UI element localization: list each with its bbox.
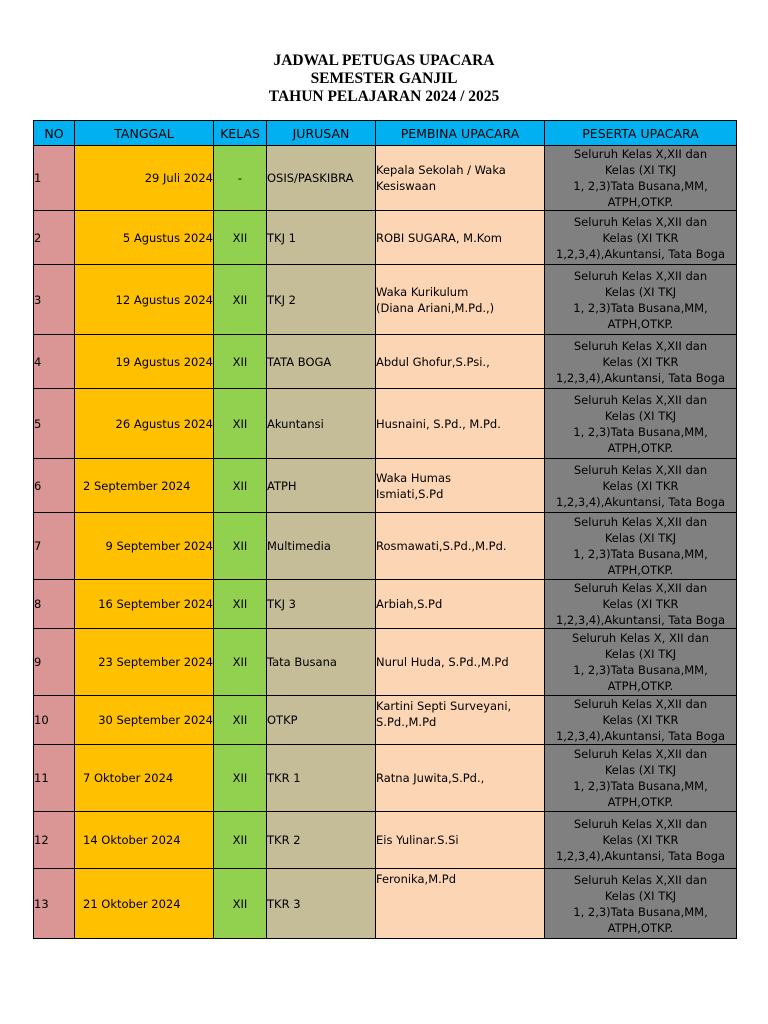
document-title	[0, 52, 768, 106]
row-tanggal: 12 Agustus 2024	[75, 265, 214, 335]
row-peserta: Seluruh Kelas X,XII dan Kelas (XI TKR 1,2,3,4),Akuntansi, Tata Boga	[545, 812, 737, 869]
row-pembina: Waka Kurikulum (Diana Ariani,M.Pd.,)	[376, 265, 545, 335]
row-no: 1	[34, 146, 75, 211]
table-header-row	[34, 121, 737, 146]
row-kelas: XII	[214, 580, 267, 629]
header-no: NO	[34, 121, 75, 146]
row-no: 4	[34, 335, 75, 389]
header-tanggal: TANGGAL	[75, 121, 214, 146]
row-peserta: Seluruh Kelas X,XII dan Kelas (XI TKR 1,2,3,4),Akuntansi, Tata Boga	[545, 696, 737, 745]
row-kelas: XII	[214, 513, 267, 580]
row-tanggal: 26 Agustus 2024	[75, 389, 214, 459]
table-row	[34, 580, 737, 629]
table-row	[34, 459, 737, 513]
row-peserta: Seluruh Kelas X,XII dan Kelas (XI TKJ 1, 2,3)Tata Busana,MM, ATPH,OTKP.	[545, 869, 737, 939]
row-peserta: Seluruh Kelas X,XII dan Kelas (XI TKR 1,2,3,4),Akuntansi, Tata Boga	[545, 211, 737, 265]
row-tanggal: 23 September 2024	[75, 629, 214, 696]
header-pembina: PEMBINA UPACARA	[376, 121, 545, 146]
row-peserta: Seluruh Kelas X,XII dan Kelas (XI TKJ 1, 2,3)Tata Busana,MM, ATPH,OTKP.	[545, 265, 737, 335]
title-line-2: SEMESTER GANJIL	[310, 70, 458, 87]
table-row	[34, 211, 737, 265]
row-no: 9	[34, 629, 75, 696]
header-kelas: KELAS	[214, 121, 267, 146]
schedule-table	[33, 120, 737, 939]
row-no: 7	[34, 513, 75, 580]
row-tanggal: 21 Oktober 2024	[75, 869, 214, 939]
table-row	[34, 812, 737, 869]
row-jurusan: OTKP	[267, 696, 376, 745]
row-kelas: -	[214, 146, 267, 211]
row-no: 5	[34, 389, 75, 459]
row-jurusan: Tata Busana	[267, 629, 376, 696]
table-row	[34, 513, 737, 580]
row-kelas: XII	[214, 459, 267, 513]
row-pembina: Kepala Sekolah / Waka Kesiswaan	[376, 146, 545, 211]
row-jurusan: TKR 3	[267, 869, 376, 939]
row-pembina: Rosmawati,S.Pd.,M.Pd.	[376, 513, 545, 580]
row-jurusan: TKJ 1	[267, 211, 376, 265]
row-pembina: Nurul Huda, S.Pd.,M.Pd	[376, 629, 545, 696]
row-kelas: XII	[214, 629, 267, 696]
row-tanggal: 16 September 2024	[75, 580, 214, 629]
row-jurusan: Akuntansi	[267, 389, 376, 459]
title-line-3: TAHUN PELAJARAN 2024 / 2025	[268, 88, 500, 105]
row-jurusan: TKJ 3	[267, 580, 376, 629]
row-jurusan: TKJ 2	[267, 265, 376, 335]
row-tanggal: 5 Agustus 2024	[75, 211, 214, 265]
header-peserta: PESERTA UPACARA	[545, 121, 737, 146]
table-row	[34, 265, 737, 335]
row-kelas: XII	[214, 389, 267, 459]
table-row	[34, 869, 737, 939]
table-row	[34, 696, 737, 745]
row-peserta: Seluruh Kelas X,XII dan Kelas (XI TKJ 1, 2,3)Tata Busana,MM, ATPH,OTKP.	[545, 389, 737, 459]
row-jurusan: Multimedia	[267, 513, 376, 580]
row-no: 10	[34, 696, 75, 745]
row-kelas: XII	[214, 812, 267, 869]
title-line-1: JADWAL PETUGAS UPACARA	[273, 52, 495, 69]
row-pembina: Waka Humas Ismiati,S.Pd	[376, 459, 545, 513]
row-no: 11	[34, 745, 75, 812]
row-tanggal: 19 Agustus 2024	[75, 335, 214, 389]
row-pembina: Abdul Ghofur,S.Psi.,	[376, 335, 545, 389]
row-kelas: XII	[214, 211, 267, 265]
row-peserta: Seluruh Kelas X,XII dan Kelas (XI TKJ 1, 2,3)Tata Busana,MM, ATPH,OTKP.	[545, 513, 737, 580]
row-pembina: Eis Yulinar.S.Si	[376, 812, 545, 869]
table-row	[34, 146, 737, 211]
row-tanggal: 9 September 2024	[75, 513, 214, 580]
row-pembina: Feronika,M.Pd	[376, 869, 545, 939]
row-tanggal: 2 September 2024	[75, 459, 214, 513]
row-jurusan: OSIS/PASKIBRA	[267, 146, 376, 211]
row-pembina: Husnaini, S.Pd., M.Pd.	[376, 389, 545, 459]
row-peserta: Seluruh Kelas X,XII dan Kelas (XI TKR 1,2,3,4),Akuntansi, Tata Boga	[545, 459, 737, 513]
row-peserta: Seluruh Kelas X,XII dan Kelas (XI TKJ 1, 2,3)Tata Busana,MM, ATPH,OTKP.	[545, 146, 737, 211]
row-jurusan: TKR 1	[267, 745, 376, 812]
row-tanggal: 30 September 2024	[75, 696, 214, 745]
row-tanggal: 7 Oktober 2024	[75, 745, 214, 812]
row-peserta: Seluruh Kelas X,XII dan Kelas (XI TKR 1,2,3,4),Akuntansi, Tata Boga	[545, 335, 737, 389]
row-kelas: XII	[214, 265, 267, 335]
table-row	[34, 335, 737, 389]
row-peserta: Seluruh Kelas X,XII dan Kelas (XI TKJ 1, 2,3)Tata Busana,MM, ATPH,OTKP.	[545, 745, 737, 812]
row-no: 2	[34, 211, 75, 265]
table-row	[34, 389, 737, 459]
row-no: 13	[34, 869, 75, 939]
row-kelas: XII	[214, 869, 267, 939]
header-jurusan: JURUSAN	[267, 121, 376, 146]
row-jurusan: ATPH	[267, 459, 376, 513]
row-pembina: ROBI SUGARA, M.Kom	[376, 211, 545, 265]
row-kelas: XII	[214, 696, 267, 745]
row-kelas: XII	[214, 745, 267, 812]
row-tanggal: 29 Juli 2024	[75, 146, 214, 211]
row-no: 6	[34, 459, 75, 513]
row-peserta: Seluruh Kelas X,XII dan Kelas (XI TKR 1,2,3,4),Akuntansi, Tata Boga	[545, 580, 737, 629]
row-pembina: Arbiah,S.Pd	[376, 580, 545, 629]
row-no: 3	[34, 265, 75, 335]
row-pembina: Kartini Septi Surveyani, S.Pd.,M.Pd	[376, 696, 545, 745]
row-no: 8	[34, 580, 75, 629]
table-row	[34, 745, 737, 812]
row-pembina: Ratna Juwita,S.Pd.,	[376, 745, 545, 812]
table-row	[34, 629, 737, 696]
row-no: 12	[34, 812, 75, 869]
row-tanggal: 14 Oktober 2024	[75, 812, 214, 869]
row-kelas: XII	[214, 335, 267, 389]
row-jurusan: TKR 2	[267, 812, 376, 869]
row-jurusan: TATA BOGA	[267, 335, 376, 389]
row-peserta: Seluruh Kelas X, XII dan Kelas (XI TKJ 1, 2,3)Tata Busana,MM, ATPH,OTKP.	[545, 629, 737, 696]
